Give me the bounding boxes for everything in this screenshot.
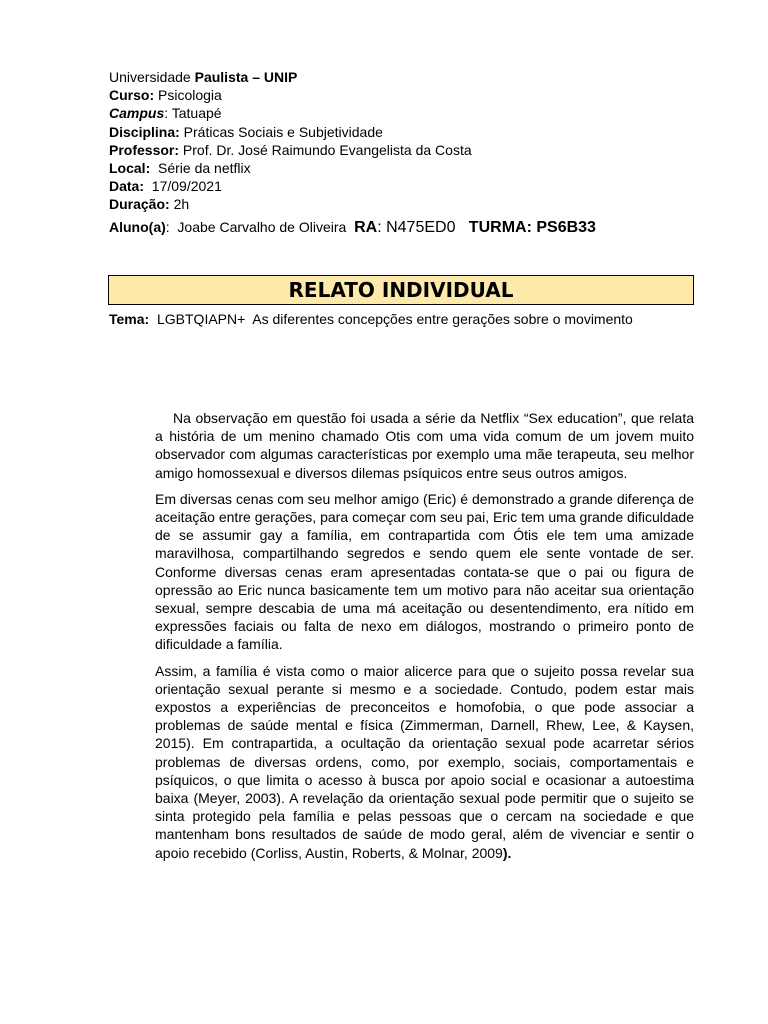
campus-line — [109, 104, 709, 122]
university-label: Universidade — [109, 69, 195, 85]
campus-label: Campus — [109, 105, 165, 122]
location-label: Local: — [109, 160, 151, 177]
course-label: Curso: — [109, 87, 155, 104]
student-name: : Joabe Carvalho de Oliveira — [165, 218, 355, 235]
discipline-value: Práticas Sociais e Subjetividade — [179, 123, 383, 140]
theme-value: LGBTQIAPN+ As diferentes concepções entre gerações sobre o movimento — [149, 311, 633, 327]
campus-value: : Tatuapé — [164, 105, 222, 122]
location-line — [109, 159, 709, 177]
date-value: 17/09/2021 — [144, 178, 222, 195]
paragraph-2: Em diversas cenas com seu melhor amigo (Eric) é demonstrado a grande diferença de aceitação entre gerações, para começar com seu pai, Eric tem uma grande dificuldade de se assumir gay a família, em contrapartida com Ótis ele tem uma amizade maravilhosa, compartilhando segredos e sendo quem ele sente vontade de ser. Conforme diversas cenas eram apresentadas contata-se que o pai ou figura de opressão ao Eric nunca basicamente tem um motivo para não aceitar sua orientação sexual, sempre descabia de uma má aceitação ou desentendimento, era nítido em expressões faciais ou falta de nexo em diálogos, mostrando o primeiro ponto de dificuldade a família. — [155, 490, 694, 653]
report-title: RELATO INDIVIDUAL — [288, 278, 514, 302]
professor-line — [109, 141, 709, 159]
professor-label: Professor: — [109, 141, 180, 158]
university-name: Paulista – UNIP — [194, 69, 298, 85]
ra-value: : N475ED0 — [377, 218, 456, 236]
student-line — [109, 218, 709, 237]
paragraph-3 — [155, 662, 694, 862]
paragraph-1: Na observação em questão foi usada a série da Netflix “Sex education”, que relata a história de um menino chamado Otis com uma vida comum de um jovem muito observador com algumas características por exemplo uma mãe terapeuta, seu melhor amigo homossexual e diversos dilemas psíquicos entre seus outros amigos. — [155, 410, 694, 481]
course-value: Psicologia — [154, 87, 222, 104]
theme-line — [109, 310, 633, 328]
report-title-banner — [108, 275, 694, 305]
paragraph-3-text: Assim, a família é vista como o maior alicerce para que o sujeito possa revelar sua orientação sexual perante si mesmo e a sociedade. Contudo, podem estar mais expostos a experiências de preconceitos e homofobia, o que pode associar a problemas de saúde mental e física (Zimmerman, Darnell, Rhew, Lee, & Kaysen, 2015). Em contrapartida, a ocultação da orientação sexual pode acarretar sérios problemas de diversas ordens, como, por exemplo, sociais, comportamentais e psíquicos, o que limita o acesso à busca por apoio social e ocasionar a autoestima baixa (Meyer, 2003). A revelação da orientação sexual pode permitir que o sujeito se sinta protegido pela família e pelas pessoas que o cercam na sociedade e que mantenham bons resultados de saúde de modo geral, além de vivenciar e sentir o apoio recebido (Corliss, Austin, Roberts, & Molnar, 2009 — [155, 662, 694, 861]
discipline-label: Disciplina: — [109, 123, 180, 140]
document-header — [109, 68, 709, 237]
report-body — [155, 409, 694, 870]
university-line — [109, 68, 709, 86]
paragraph-3-end: ). — [502, 844, 512, 861]
duration-label: Duração: — [109, 196, 170, 213]
location-value: Série da netflix — [150, 160, 251, 177]
discipline-line — [109, 123, 709, 141]
duration-value: 2h — [169, 196, 190, 213]
date-line — [109, 177, 709, 195]
theme-label: Tema: — [109, 311, 150, 327]
student-label: Aluno(a) — [109, 218, 166, 235]
professor-value: Prof. Dr. José Raimundo Evangelista da Costa — [179, 141, 472, 158]
date-label: Data: — [109, 178, 145, 195]
course-line — [109, 86, 709, 104]
duration-line — [109, 195, 709, 213]
class-value: TURMA: PS6B33 — [455, 218, 596, 236]
ra-label: RA — [354, 218, 378, 236]
